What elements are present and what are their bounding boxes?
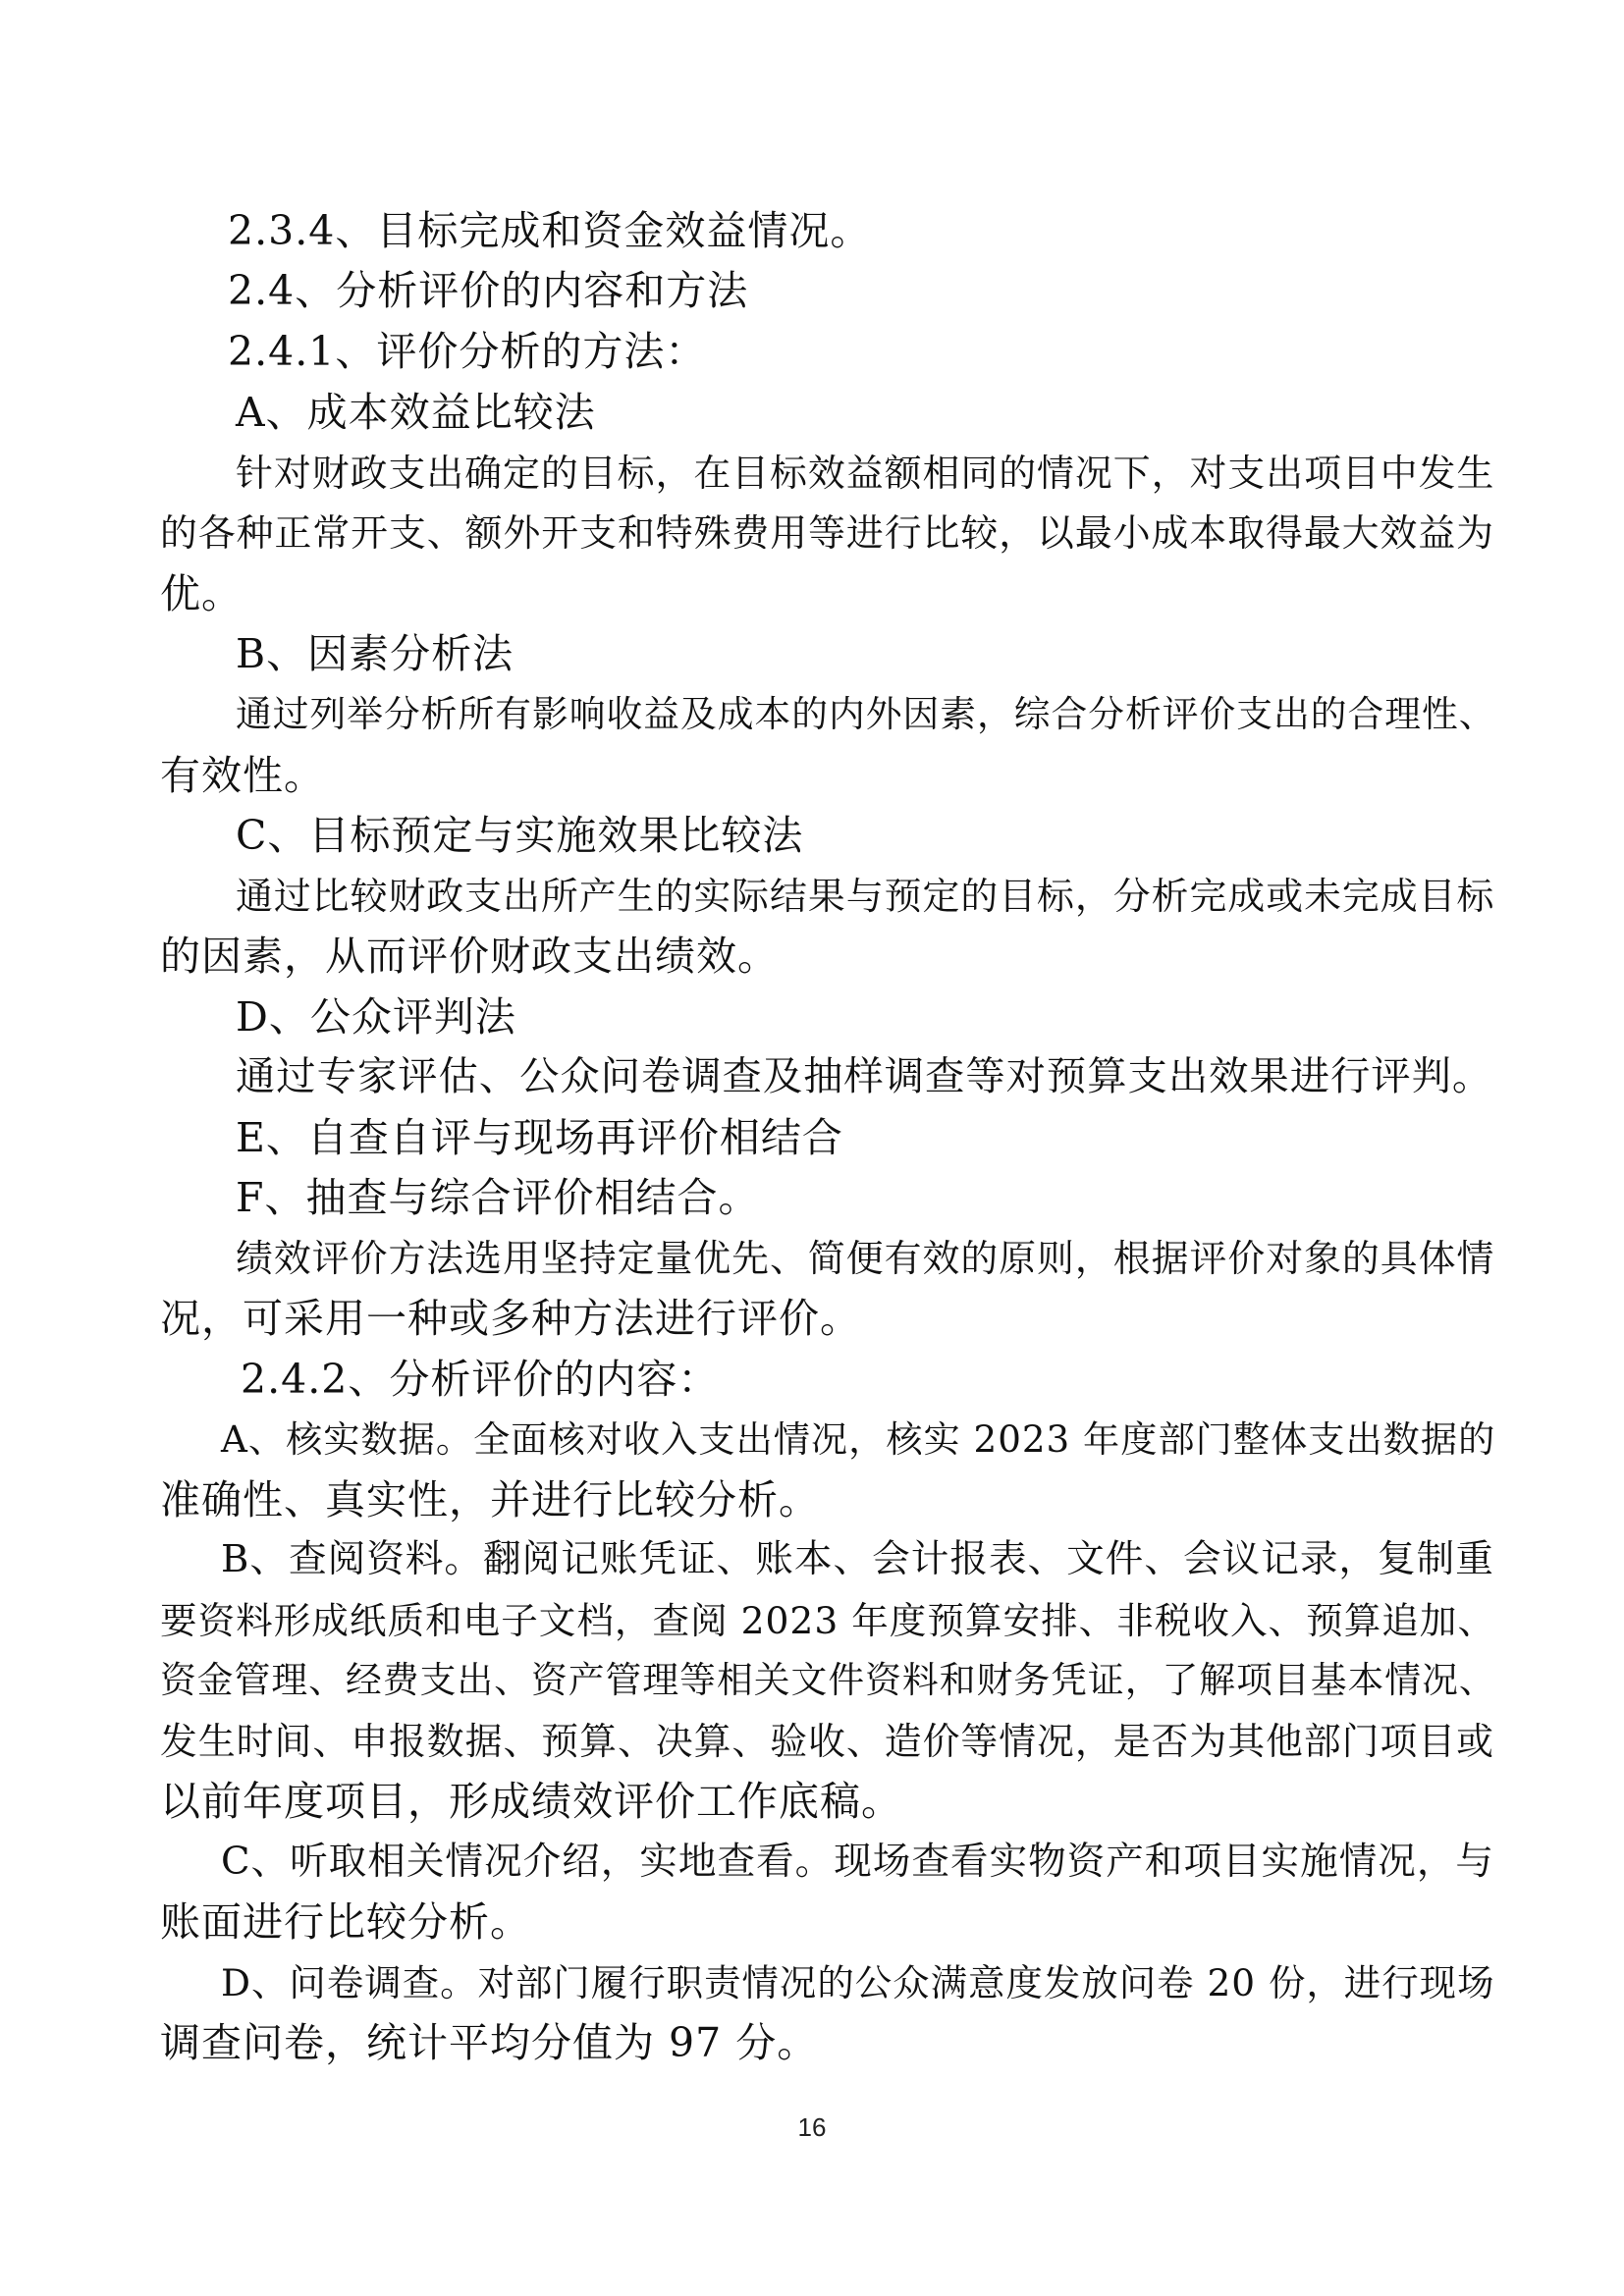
method-f-heading: F、抽查与综合评价相结合。: [236, 1174, 760, 1221]
paragraph-line: 资金管理、经费支出、资产管理等相关文件资料和财务凭证，了解项目基本情况、: [160, 1659, 1496, 1701]
page-number: 16: [797, 2112, 827, 2142]
section-heading-2-3-4: 2.3.4、目标完成和资金效益情况。: [228, 207, 872, 254]
content-c-paragraph: C、听取相关情况介绍，实地查看。现场查看实物资产和项目实施情况，与: [221, 1840, 1495, 1884]
paragraph-line: 的因素，从而评价财政支出绩效。: [160, 933, 779, 980]
section-heading-2-4: 2.4、分析评价的内容和方法: [228, 267, 749, 314]
method-a-heading: A、成本效益比较法: [236, 389, 596, 436]
paragraph-line: 发生时间、申报数据、预算、决算、验收、造价等情况，是否为其他部门项目或: [160, 1720, 1494, 1763]
paragraph-line: 调查问卷，统计平均分值为 97 分。: [160, 2019, 819, 2066]
method-d-heading: D、公众评判法: [236, 993, 516, 1041]
paragraph-line: 况，可采用一种或多种方法进行评价。: [160, 1295, 861, 1342]
content-a-paragraph: A、核实数据。全面核对收入支出情况，核实 2023 年度部门整体支出数据的: [221, 1417, 1496, 1461]
method-c-heading: C、目标预定与实施效果比较法: [236, 812, 804, 859]
paragraph-line: 绩效评价方法选用坚持定量优先、简便有效的原则，根据评价对象的具体情: [236, 1237, 1495, 1280]
paragraph-line: 的各种正常开支、额外开支和特殊费用等进行比较，以最小成本取得最大效益为: [160, 511, 1494, 555]
content-d-paragraph: D、问卷调查。对部门履行职责情况的公众满意度发放问卷 20 份，进行现场: [221, 1961, 1495, 2004]
method-b-heading: B、因素分析法: [236, 630, 514, 677]
paragraph-line: 优。: [160, 570, 243, 617]
paragraph-line: 通过专家评估、公众问卷调查及抽样调查等对预算支出效果进行评判。: [236, 1053, 1493, 1099]
content-b-paragraph: B、查阅资料。翻阅记账凭证、账本、会计报表、文件、会议记录，复制重: [221, 1537, 1494, 1581]
section-heading-2-4-2: 2.4.2、分析评价的内容：: [241, 1356, 720, 1403]
paragraph-line: 通过比较财政支出所产生的实际结果与预定的目标，分析完成或未完成目标: [236, 875, 1495, 918]
paragraph-line: 以前年度项目，形成绩效评价工作底稿。: [160, 1778, 902, 1825]
paragraph-line: 要资料形成纸质和电子文档，查阅 2023 年度预算安排、非税收入、预算追加、: [160, 1599, 1496, 1642]
paragraph-line: 通过列举分析所有影响收益及成本的内外因素，综合分析评价支出的合理性、: [236, 693, 1496, 735]
section-heading-2-4-1: 2.4.1、评价分析的方法：: [228, 328, 707, 375]
paragraph-line: 有效性。: [160, 752, 325, 799]
paragraph-line: 账面进行比较分析。: [160, 1898, 531, 1946]
method-e-heading: E、自查自评与现场再评价相结合: [236, 1114, 843, 1161]
paragraph-line: 针对财政支出确定的目标，在目标效益额相同的情况下，对支出项目中发生: [236, 452, 1495, 495]
paragraph-line: 准确性、真实性，并进行比较分析。: [160, 1476, 820, 1523]
